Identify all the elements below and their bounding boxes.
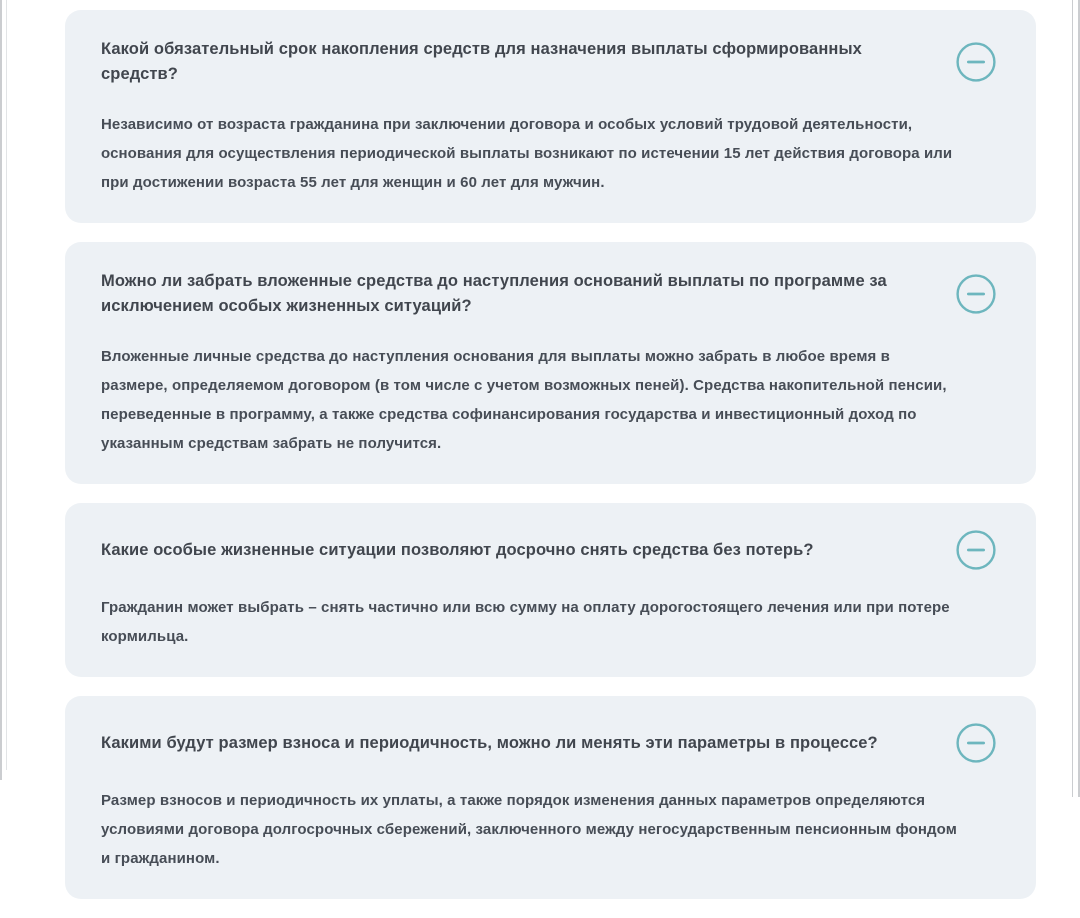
page-edge-line-left — [0, 0, 2, 780]
collapse-toggle-button[interactable] — [956, 42, 996, 82]
faq-item-header[interactable] — [101, 37, 996, 87]
faq-question: Какие особые жизненные ситуации позволяют досрочно снять средства без потерь? — [101, 540, 814, 559]
faq-item — [65, 10, 1036, 223]
faq-answer: Независимо от возраста гражданина при заключении договора и особых условий трудовой деятельности, основания для осуществления периодической выплаты возникают по истечении 15 лет действия договора или при достижении возраста 55 лет для женщин и 60 лет для мужчин. — [101, 116, 953, 191]
faq-item-header[interactable] — [101, 723, 996, 763]
faq-question: Какой обязательный срок накопления средств для назначения выплаты сформированных средств? — [101, 40, 862, 83]
faq-item-header[interactable] — [101, 530, 996, 570]
faq-item-header[interactable] — [101, 269, 996, 319]
faq-item — [65, 242, 1036, 484]
page-edge-line-right-inner — [1072, 0, 1073, 797]
faq-answer: Вложенные личные средства до наступления основания для выплаты можно забрать в любое время в размере, определяемом договором (в том числе с учетом возможных пеней). Средства накопительной пенсии, переведенные в программу, а также средства софинансирования государства и инвестиционный доход по указанным средствам забрать не получится. — [101, 348, 947, 452]
faq-answer: Гражданин может выбрать – снять частично или всю сумму на оплату дорогостоящего лечения или при потере кормильца. — [101, 599, 950, 645]
faq-accordion-list — [65, 10, 1036, 918]
minus-icon — [956, 530, 996, 570]
collapse-toggle-button[interactable] — [956, 723, 996, 763]
faq-item — [65, 503, 1036, 677]
minus-icon — [956, 42, 996, 82]
collapse-toggle-button[interactable] — [956, 530, 996, 570]
collapse-toggle-button[interactable] — [956, 274, 996, 314]
page-edge-line-left-inner — [6, 0, 7, 770]
minus-icon — [956, 723, 996, 763]
faq-question: Можно ли забрать вложенные средства до наступления оснований выплаты по программе за исключением особых жизненных ситуаций? — [101, 272, 887, 315]
faq-question: Какими будут размер взноса и периодичность, можно ли менять эти параметры в процессе? — [101, 733, 878, 752]
faq-answer: Размер взносов и периодичность их уплаты, а также порядок изменения данных параметров определяются условиями договора долгосрочных сбережений, заключенного между негосударственным пенсионным фондом и гражданином. — [101, 792, 957, 867]
minus-icon — [956, 274, 996, 314]
faq-item — [65, 696, 1036, 899]
